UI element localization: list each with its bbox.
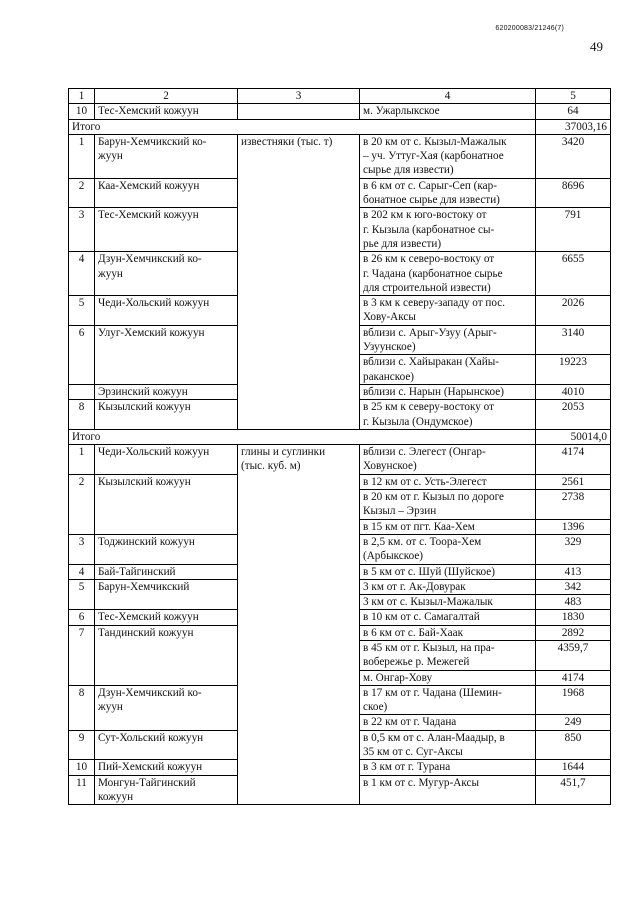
row-number: 9	[69, 730, 95, 760]
value-cell: 2026	[536, 296, 611, 326]
location-cell: в 5 км от с. Шуй (Шуйское)	[360, 564, 536, 579]
location-cell: в 20 км от с. Кызыл-Мажалык – уч. Уттуг-Хая (карбонатное сырье для извести)	[360, 134, 536, 178]
location-cell: вблизи с. Нарын (Нарынское)	[360, 384, 536, 399]
location-cell: в 1 км от с. Мугур-Аксы	[360, 775, 536, 805]
value-cell: 1968	[536, 685, 611, 715]
total-row	[69, 119, 611, 134]
row-number: 5	[69, 296, 95, 326]
location-cell: м. Ужарлыкское	[360, 104, 536, 119]
column-header: 2	[95, 89, 238, 104]
value-cell: 2561	[536, 474, 611, 489]
value-cell: 2738	[536, 490, 611, 520]
district-cell: Тес-Хемский кожуун	[95, 104, 238, 119]
value-cell: 3420	[536, 134, 611, 178]
location-cell: в 26 км к северо-востоку от г. Чадана (карбонатное сырье для строительной извести)	[360, 252, 536, 296]
value-cell: 4359,7	[536, 640, 611, 670]
value-cell: 329	[536, 534, 611, 564]
district-cell: Дзун-Хемчикский ко- жуун	[95, 252, 238, 296]
total-label: Итого	[69, 119, 536, 134]
district-cell: Тоджинский кожуун	[95, 534, 238, 564]
total-row	[69, 429, 611, 444]
district-cell: Чеди-Хольский кожуун	[95, 445, 238, 475]
value-cell: 6655	[536, 252, 611, 296]
location-cell: в 6 км от с. Бай-Хаак	[360, 625, 536, 640]
column-header: 4	[360, 89, 536, 104]
row-number: 8	[69, 685, 95, 730]
location-cell: в 17 км от г. Чадана (Шемин- ское)	[360, 685, 536, 715]
location-cell: в 45 км от г. Кызыл, на пра- вобережье р. Межегей	[360, 640, 536, 670]
location-cell: в 12 км от с. Усть-Элегест	[360, 474, 536, 489]
row-number: 1	[69, 134, 95, 178]
row-number: 8	[69, 400, 95, 430]
district-cell: Чеди-Хольский кожуун	[95, 296, 238, 326]
row-number: 7	[69, 625, 95, 685]
location-cell: вблизи с. Хайыракан (Хайы- раканское)	[360, 355, 536, 385]
value-cell: 2053	[536, 400, 611, 430]
material-cell: глины и суглинки (тыс. куб. м)	[238, 445, 360, 805]
value-cell: 1830	[536, 610, 611, 625]
column-header: 5	[536, 89, 611, 104]
value-cell: 19223	[536, 355, 611, 385]
location-cell: вблизи с. Арыг-Узуу (Арыг- Узуунское)	[360, 325, 536, 355]
row-number: 6	[69, 610, 95, 625]
district-cell: Эрзинский кожуун	[95, 384, 238, 399]
value-cell: 342	[536, 579, 611, 594]
value-cell: 791	[536, 208, 611, 252]
value-cell: 1644	[536, 760, 611, 775]
district-cell: Барун-Хемчикский ко- жуун	[95, 134, 238, 178]
location-cell: в 3 км к северу-западу от пос. Хову-Аксы	[360, 296, 536, 326]
row-number: 6	[69, 325, 95, 384]
row-number: 3	[69, 534, 95, 564]
value-cell: 8696	[536, 178, 611, 208]
district-cell: Сут-Хольский кожуун	[95, 730, 238, 760]
location-cell: вблизи с. Элегест (Онгар- Ховунское)	[360, 445, 536, 475]
row-number: 10	[69, 104, 95, 119]
value-cell: 64	[536, 104, 611, 119]
row-number: 4	[69, 252, 95, 296]
row-number: 3	[69, 208, 95, 252]
district-cell: Кызылский кожуун	[95, 474, 238, 534]
district-cell: Кызылский кожуун	[95, 400, 238, 430]
total-label: Итого	[69, 429, 536, 444]
value-cell: 4010	[536, 384, 611, 399]
material-cell	[238, 104, 360, 119]
value-cell: 4174	[536, 445, 611, 475]
document-id: 620200083/21246(7)	[495, 25, 564, 32]
district-cell: Тандинский кожуун	[95, 625, 238, 685]
total-value: 50014,0	[536, 429, 611, 444]
value-cell: 850	[536, 730, 611, 760]
row-number: 4	[69, 564, 95, 579]
location-cell: в 25 км к северу-востоку от г. Кызыла (Ондумское)	[360, 400, 536, 430]
district-cell: Барун-Хемчикский	[95, 579, 238, 610]
deposits-table	[68, 88, 611, 805]
location-cell: в 20 км от г. Кызыл по дороге Кызыл – Эрзин	[360, 490, 536, 520]
value-cell: 3140	[536, 325, 611, 355]
district-cell: Тес-Хемский кожуун	[95, 208, 238, 252]
location-cell: м. Онгар-Хову	[360, 670, 536, 685]
value-cell: 2892	[536, 625, 611, 640]
table-row	[69, 104, 611, 119]
district-cell: Монгун-Тайгинский кожуун	[95, 775, 238, 805]
district-cell: Тес-Хемский кожуун	[95, 610, 238, 625]
material-cell: известняки (тыс. т)	[238, 134, 360, 429]
location-cell: в 2,5 км. от с. Тоора-Хем (Арбыкское)	[360, 534, 536, 564]
row-number: 2	[69, 178, 95, 208]
row-number	[69, 384, 95, 399]
district-cell: Бай-Тайгинский	[95, 564, 238, 579]
district-cell: Дзун-Хемчикский ко- жуун	[95, 685, 238, 730]
table-row	[69, 134, 611, 178]
table-row	[69, 445, 611, 475]
value-cell: 483	[536, 595, 611, 610]
location-cell: 3 км от г. Ак-Довурак	[360, 579, 536, 594]
row-number: 5	[69, 579, 95, 610]
location-cell: в 22 км от г. Чадана	[360, 715, 536, 730]
page-number: 49	[590, 39, 603, 54]
district-cell: Улуг-Хемский кожуун	[95, 325, 238, 384]
value-cell: 249	[536, 715, 611, 730]
value-cell: 451,7	[536, 775, 611, 805]
row-number: 1	[69, 445, 95, 475]
location-cell: в 202 км к юго-востоку от г. Кызыла (карбонатное сы- рье для извести)	[360, 208, 536, 252]
row-number: 10	[69, 760, 95, 775]
row-number: 2	[69, 474, 95, 534]
location-cell: 3 км от с. Кызыл-Мажалык	[360, 595, 536, 610]
value-cell: 1396	[536, 519, 611, 534]
column-header: 3	[238, 89, 360, 104]
column-header: 1	[69, 89, 95, 104]
district-cell: Каа-Хемский кожуун	[95, 178, 238, 208]
location-cell: в 3 км от г. Турана	[360, 760, 536, 775]
district-cell: Пий-Хемский кожуун	[95, 760, 238, 775]
value-cell: 4174	[536, 670, 611, 685]
location-cell: в 6 км от с. Сарыг-Сеп (кар- бонатное сырье для извести)	[360, 178, 536, 208]
total-value: 37003,16	[536, 119, 611, 134]
location-cell: в 0,5 км от с. Алан-Маадыр, в 35 км от с. Суг-Аксы	[360, 730, 536, 760]
value-cell: 413	[536, 564, 611, 579]
location-cell: в 15 км от пгт. Каа-Хем	[360, 519, 536, 534]
row-number: 11	[69, 775, 95, 805]
location-cell: в 10 км от с. Самагалтай	[360, 610, 536, 625]
table-header-row	[69, 89, 611, 104]
